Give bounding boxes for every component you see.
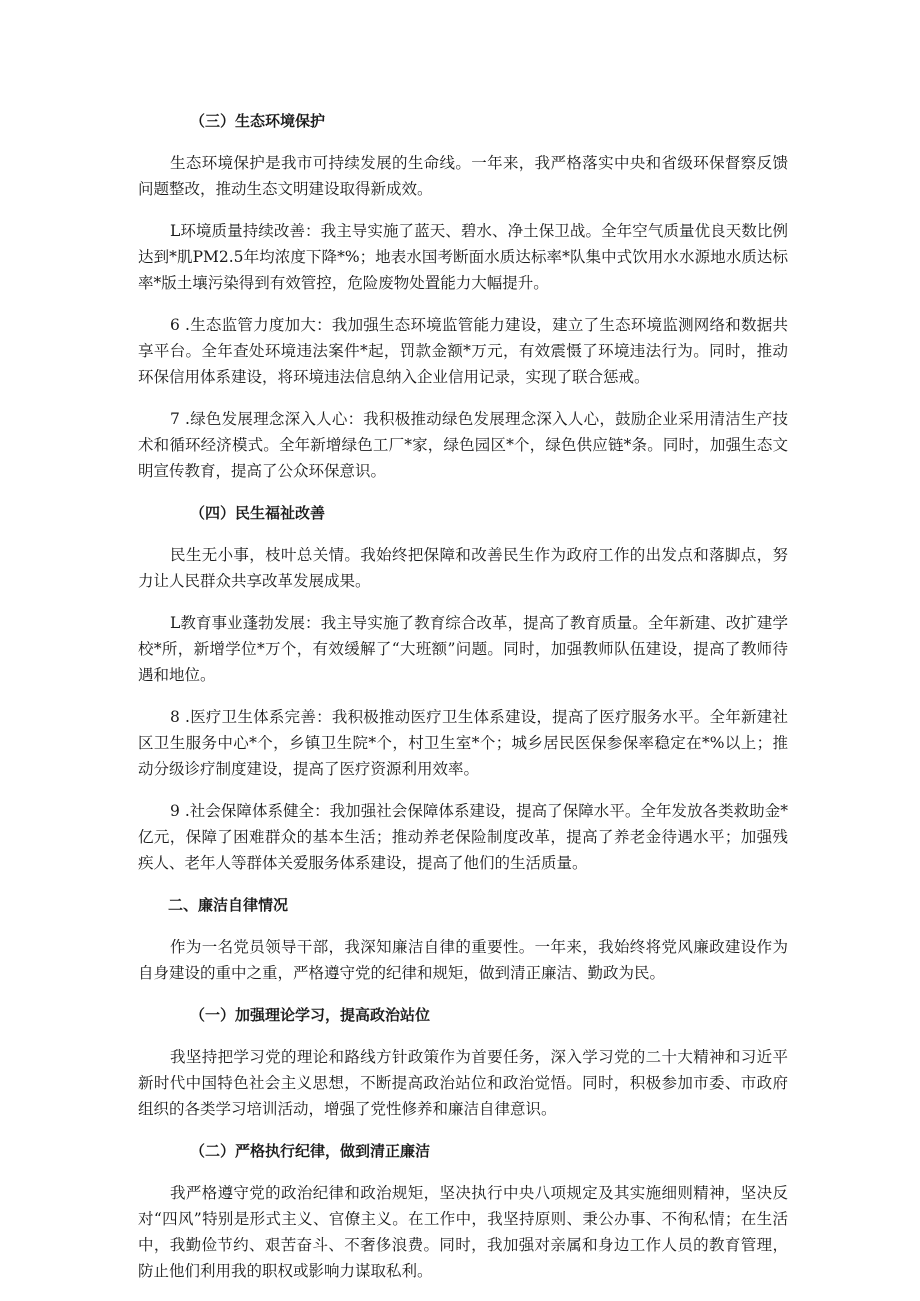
heading-ecology: （三）生态环境保护 bbox=[190, 112, 326, 130]
para-livelihood-1: L教育事业蓬勃发展：我主导实施了教育综合改革，提高了教育质量。全年新建、改扩建学校*所，新增学位*万个，有效缓解了“大班额”问题。同时，加强教师队伍建设，提高了教师待遇和地位。 bbox=[138, 614, 788, 684]
para-livelihood-intro: 民生无小事，枝叶总关情。我始终把保障和改善民生作为政府工作的出发点和落脚点，努力让人民群众共享改革发展成果。 bbox=[138, 546, 788, 590]
para-livelihood-2: 8 .医疗卫生体系完善：我积极推动医疗卫生体系建设，提高了医疗服务水平。全年新建社区卫生服务中心*个，乡镇卫生院*个，村卫生室*个；城乡居民医保参保率稳定在*%以上；推动分级诊疗制度建设，提高了医疗资源利用效率。 bbox=[138, 708, 788, 778]
para-theory: 我坚持把学习党的理论和路线方针政策作为首要任务，深入学习党的二十大精神和习近平新时代中国特色社会主义思想，不断提高政治站位和政治觉悟。同时，积极参加市委、市政府组织的各类学习培训活动，增强了党性修养和廉洁自律意识。 bbox=[138, 1048, 788, 1118]
para-discipline: 我严格遵守党的政治纪律和政治规矩，坚决执行中央八项规定及其实施细则精神，坚决反对“四风”特别是形式主义、官僚主义。在工作中，我坚持原则、秉公办事、不徇私情；在生活中，我勤俭节约、艰苦奋斗、不奢侈浪费。同时，我加强对亲属和身边工作人员的教育管理，防止他们利用我的职权或影响力谋取私利。 bbox=[138, 1184, 788, 1280]
document-page bbox=[138, 108, 788, 1300]
para-ecology-1: L环境质量持续改善：我主导实施了蓝天、碧水、净土保卫战。全年空气质量优良天数比例达到*肌PM2.5年均浓度下降*%；地表水国考断面水质达标率*队集中式饮用水水源地水质达标率*版土壤污染得到有效管控，危险废物处置能力大幅提升。 bbox=[138, 222, 788, 292]
heading-theory: （一）加强理论学习，提高政治站位 bbox=[190, 1006, 431, 1024]
para-ecology-2: 6 .生态监管力度加大：我加强生态环境监管能力建设，建立了生态环境监测网络和数据共享平台。全年查处环境违法案件*起，罚款金额*万元，有效震慑了环境违法行为。同时，推动环保信用体系建设，将环境违法信息纳入企业信用记录，实现了联合惩戒。 bbox=[138, 316, 788, 386]
para-ecology-3: 7 .绿色发展理念深入人心：我积极推动绿色发展理念深入人心，鼓励企业采用清洁生产技术和循环经济模式。全年新增绿色工厂*家，绿色园区*个，绿色供应链*条。同时，加强生态文明宣传教育，提高了公众环保意识。 bbox=[138, 410, 788, 480]
heading-integrity: 二、廉洁自律情况 bbox=[168, 896, 289, 914]
heading-discipline: （二）严格执行纪律，做到清正廉洁 bbox=[190, 1142, 431, 1160]
para-livelihood-3: 9 .社会保障体系健全：我加强社会保障体系建设，提高了保障水平。全年发放各类救助金*亿元，保障了困难群众的基本生活；推动养老保险制度改革，提高了养老金待遇水平；加强残疾人、老年人等群体关爱服务体系建设，提高了他们的生活质量。 bbox=[138, 802, 788, 872]
para-ecology-intro: 生态环境保护是我市可持续发展的生命线。一年来，我严格落实中央和省级环保督察反馈问题整改，推动生态文明建设取得新成效。 bbox=[138, 154, 788, 198]
heading-livelihood: （四）民生福祉改善 bbox=[190, 504, 326, 522]
para-integrity-intro: 作为一名党员领导干部，我深知廉洁自律的重要性。一年来，我始终将党风廉政建设作为自身建设的重中之重，严格遵守党的纪律和规矩，做到清正廉洁、勤政为民。 bbox=[138, 938, 788, 982]
